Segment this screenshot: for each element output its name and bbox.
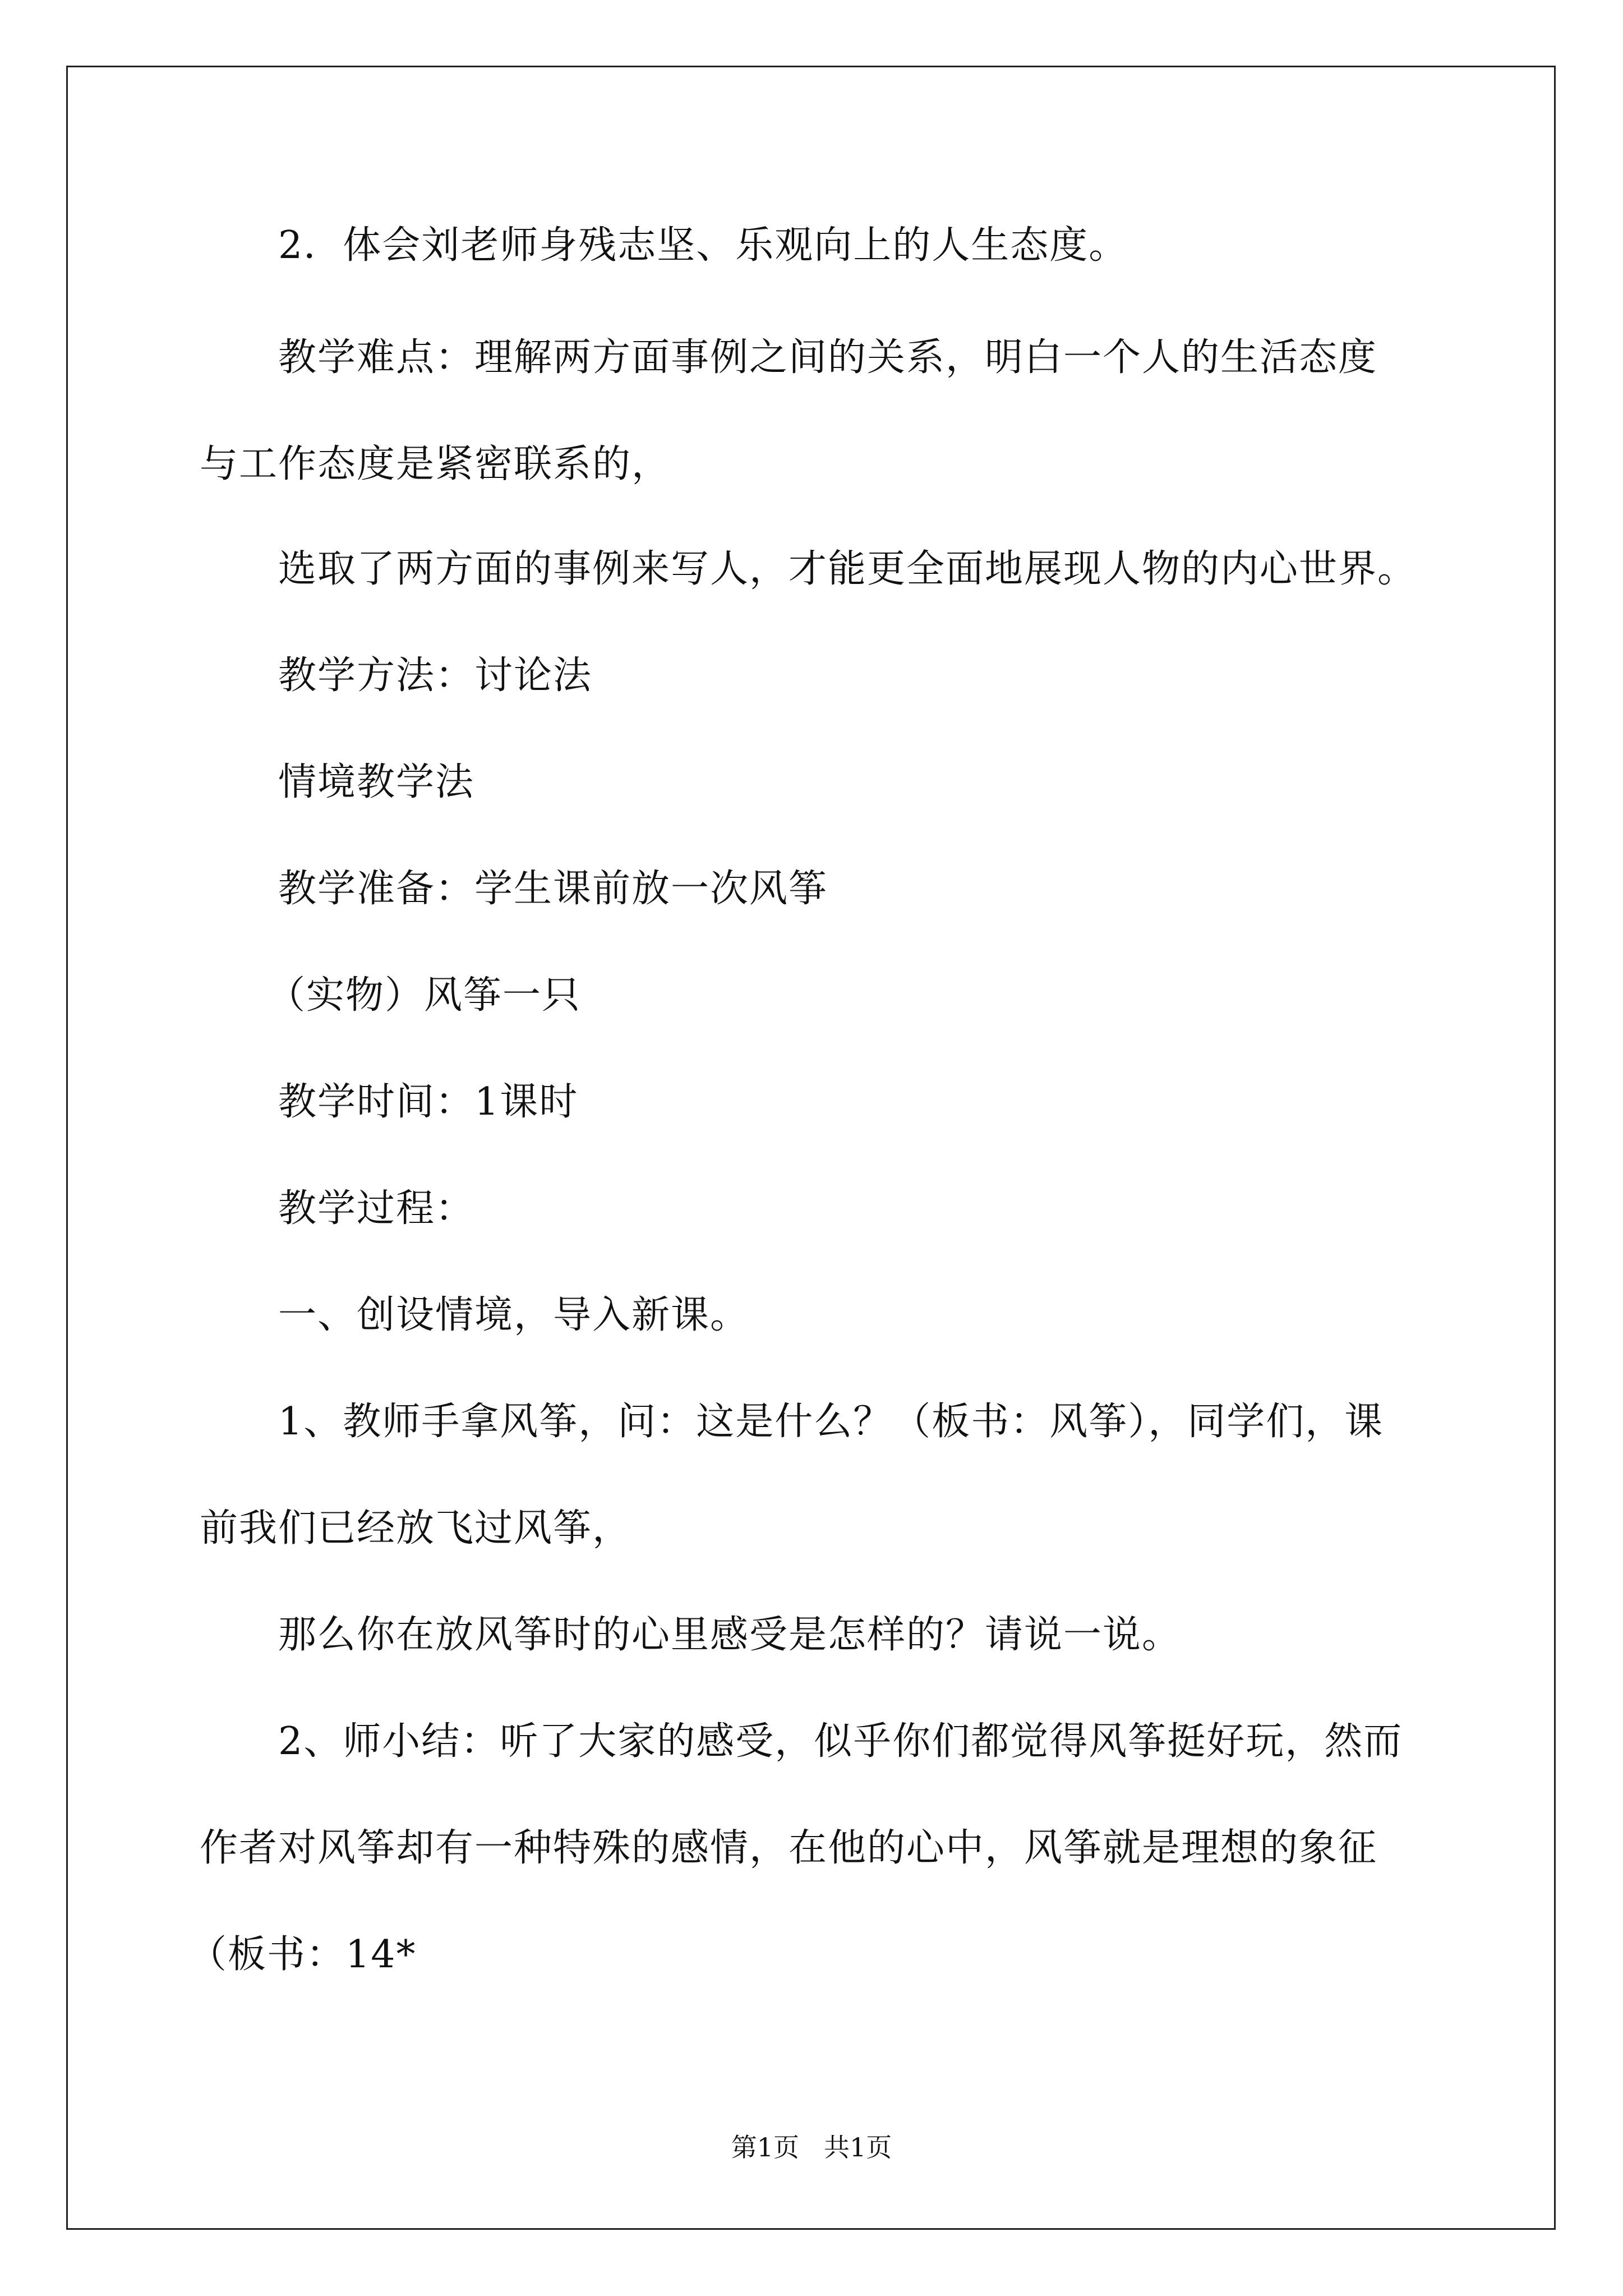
body-line-11: 一、创设情境，导入新课。 [278,1293,750,1337]
body-line-10: 教学过程： [278,1186,475,1231]
body-line-14: 那么你在放风筝时的心里感受是怎样的？请说一说。 [278,1613,1182,1657]
body-line-5: 教学方法：讨论法 [278,654,593,698]
page-border [66,66,1556,2230]
body-line-9: 教学时间：1课时 [278,1080,579,1124]
body-line-7: 教学准备：学生课前放一次风筝 [278,867,828,911]
body-line-1: 2．体会刘老师身残志坚、乐观向上的人生态度。 [278,223,1128,268]
body-line-2: 教学难点：理解两方面事例之间的关系，明白一个人的生活态度 [278,335,1378,380]
body-line-17: （板书：14* [188,1932,417,1977]
body-line-13: 前我们已经放飞过风筝， [200,1506,632,1550]
body-line-6: 情境教学法 [278,760,475,804]
body-line-4: 选取了两方面的事例来写人，才能更全面地展现人物的内心世界。 [278,547,1417,591]
page-footer [0,2132,1623,2163]
body-line-3: 与工作态度是紧密联系的， [200,442,671,486]
body-line-8: （实物）风筝一只 [267,973,582,1018]
page-total: 共1页 [824,2132,892,2162]
body-line-15: 2、师小结：听了大家的感受，似乎你们都觉得风筝挺好玩，然而 [278,1719,1403,1764]
body-line-16: 作者对风筝却有一种特殊的感情，在他的心中，风筝就是理想的象征 [200,1826,1378,1870]
page-number: 第1页 [731,2132,799,2162]
body-line-12: 1、教师手拿风筝，问：这是什么？（板书：风筝），同学们，课 [278,1400,1384,1444]
